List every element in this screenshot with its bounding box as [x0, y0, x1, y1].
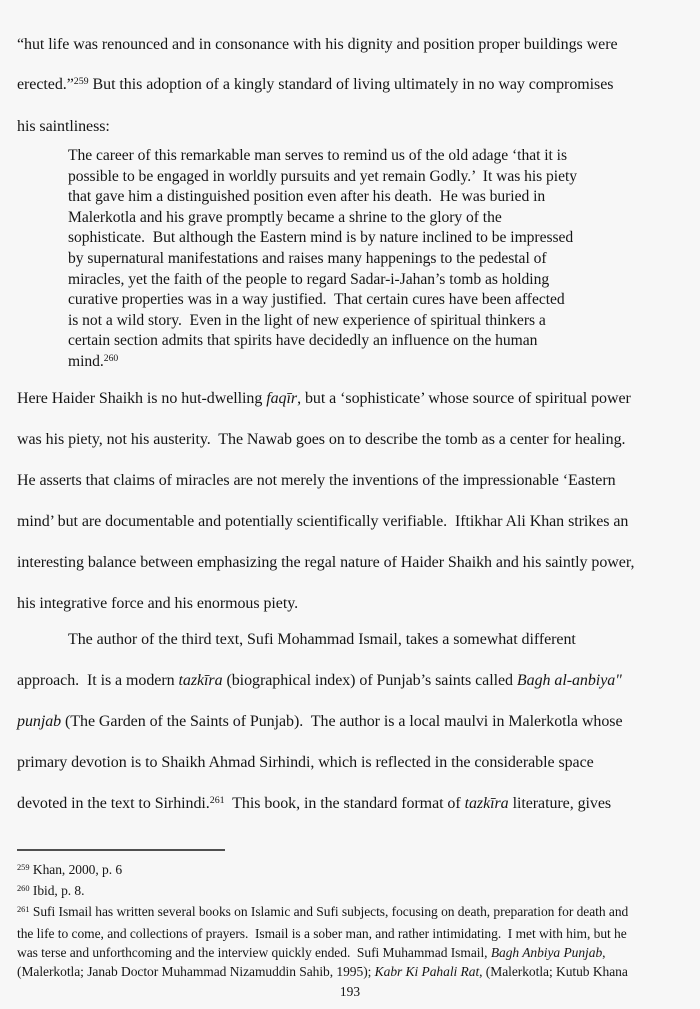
paragraph-analysis [17, 378, 634, 624]
text-segment: mind. [68, 352, 104, 370]
text-line [68, 146, 577, 167]
text-line [17, 65, 618, 107]
italic-text: tazkīra [178, 672, 223, 689]
footnote-marker: 259 [17, 862, 30, 872]
text-segment: “hut life was renounced and in consonance with his dignity and position proper buildings were [17, 36, 618, 53]
footnote-marker: 260 [17, 884, 30, 894]
text-segment: , (Malerkotla; Kutub Khana [479, 964, 628, 980]
text-segment: his saintliness: [17, 118, 110, 135]
italic-text: Bagh al-anbiya" [516, 672, 622, 689]
text-segment: is not a wild story. Even in the light of new experience of spiritual thinkers a [68, 311, 546, 329]
footnote-separator [17, 849, 225, 851]
text-segment: He asserts that claims of miracles are not merely the inventions of the impressionable ‘Eastern [17, 472, 616, 489]
text-segment: Khan, 2000, p. 6 [29, 862, 123, 877]
footnote-marker: 259 [73, 76, 89, 88]
text-line [68, 249, 577, 270]
text-segment: that gave him a distinguished position even after his death. He was buried in [68, 188, 546, 206]
text-line [17, 701, 623, 742]
text-line [17, 742, 623, 783]
italic-text: Bagh Anbiya Punjab [490, 944, 603, 960]
text-segment: (biographical index) of Punjab’s saints called [222, 672, 517, 689]
footnote-marker: 260 [103, 353, 119, 365]
text-line [68, 187, 577, 208]
text-segment: Here Haider Shaikh is no hut-dwelling [17, 390, 267, 407]
text-segment: curative properties was in a way justified. That certain cures have been affected [68, 291, 565, 309]
text-segment: sophisticate. But although the Eastern mind is by nature inclined to be impressed [68, 229, 574, 247]
text-line [68, 270, 577, 291]
text-segment: possible to be engaged in worldly pursuits and yet remain Godly.’ It was his piety [68, 167, 578, 185]
text-line [68, 352, 577, 375]
text-line [17, 783, 623, 826]
text-segment: literature, gives [508, 795, 612, 812]
italic-text: Kabr Ki Pahali Rat [374, 964, 480, 980]
text-segment: , but a ‘sophisticate’ whose source of spiritual power [297, 390, 631, 407]
text-line [17, 943, 628, 962]
text-line [17, 660, 623, 701]
text-segment: Malerkotla and his grave promptly became a shrine to the glory of the [68, 208, 502, 226]
text-segment: miracles, yet the faith of the people to regard Sadar-i-Jahan’s tomb as holding [68, 270, 550, 288]
italic-text: tazkīra [464, 795, 509, 812]
text-segment: devoted in the text to Sirhindi. [17, 795, 210, 812]
text-line [17, 378, 634, 419]
text-line [17, 25, 618, 65]
text-segment: was his piety, not his austerity. The Nawab goes on to describe the tomb as a center for healing. [17, 431, 626, 448]
text-line [17, 881, 628, 902]
text-line [68, 228, 577, 249]
text-segment: Ibid, p. 8. [29, 883, 85, 899]
text-line [17, 542, 634, 583]
text-segment: (The Garden of the Saints of Punjab). The author is a local maulvi in Malerkotla whose [61, 713, 623, 730]
paragraph-third-text [17, 619, 623, 826]
text-line [68, 311, 577, 332]
text-segment: Sufi Ismail has written several books on Islamic and Sufi subjects, focusing on death, preparation for death and [29, 904, 629, 920]
text-segment: approach. It is a modern [17, 672, 179, 689]
text-segment: , [602, 944, 606, 960]
text-segment: mind’ but are documentable and potentially scientifically verifiable. Iftikhar Ali Khan strikes an [17, 513, 629, 530]
text-line [68, 208, 577, 229]
text-segment: interesting balance between emphasizing the regal nature of Haider Shaikh and his saintly power, [17, 554, 635, 571]
text-line [17, 924, 628, 943]
text-segment: primary devotion is to Shaikh Ahmad Sirhindi, which is reflected in the considerable space [17, 754, 594, 771]
text-line [68, 331, 577, 352]
italic-text: faqīr [266, 390, 298, 407]
footnote-marker: 261 [209, 795, 225, 807]
block-quote [68, 146, 577, 375]
text-segment: certain section admits that spirits have decidedly an influence on the human [68, 332, 538, 350]
text-segment: his integrative force and his enormous piety. [17, 595, 299, 612]
text-segment: by supernatural manifestations and raises many happenings to the pedestal of [68, 249, 547, 267]
text-line [17, 583, 634, 624]
text-segment: (Malerkotla; Janab Doctor Muhammad Nizamuddin Sahib, 1995); [17, 964, 375, 980]
text-line [17, 962, 628, 981]
text-line [17, 501, 634, 542]
text-segment: was terse and unforthcoming and the interview quickly ended. Sufi Muhammad Ismail, [17, 944, 491, 960]
text-segment: erected.” [17, 76, 74, 93]
footnotes-block [17, 860, 628, 981]
text-segment: But this adoption of a kingly standard of living ultimately in no way compromises [88, 76, 614, 93]
footnote-marker: 261 [17, 905, 30, 915]
paragraph-opening [17, 25, 618, 147]
text-line [17, 619, 623, 660]
text-segment: the life to come, and collections of prayers. Ismail is a sober man, and rather intimidating. I met with him, but he [17, 925, 627, 941]
text-line [68, 290, 577, 311]
text-line [17, 419, 634, 460]
text-segment: This book, in the standard format of [224, 795, 465, 812]
text-segment: The career of this remarkable man serves to remind us of the old adage ‘that it is [68, 147, 568, 164]
italic-text: punjab [17, 713, 62, 730]
text-line [17, 902, 628, 923]
text-line [17, 860, 628, 881]
text-line [17, 460, 634, 501]
text-line [68, 167, 577, 188]
text-segment: The author of the third text, Sufi Mohammad Ismail, takes a somewhat different [68, 631, 576, 648]
text-line [17, 107, 618, 147]
page-number: 193 [339, 984, 361, 999]
